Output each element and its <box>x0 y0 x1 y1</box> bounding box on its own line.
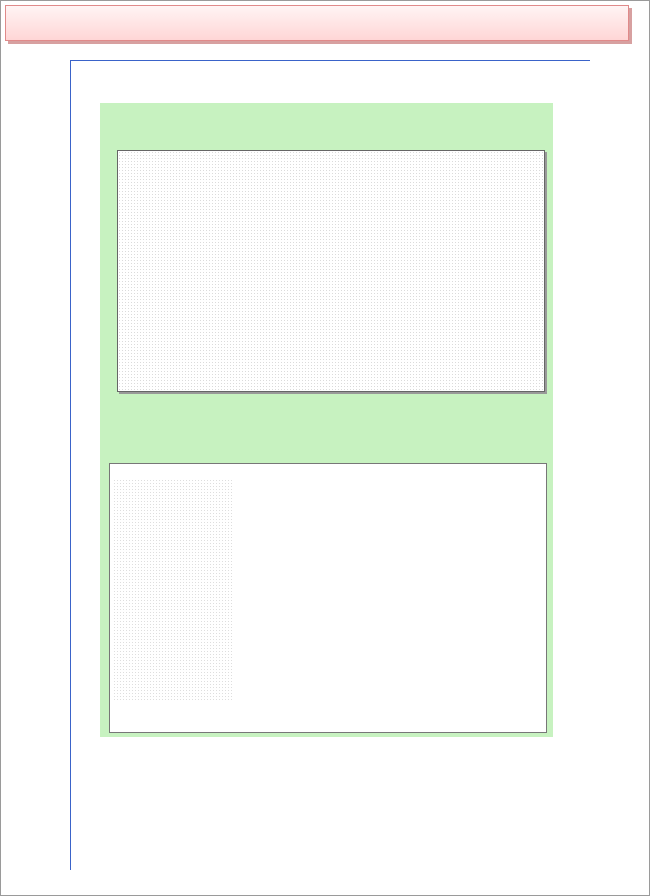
page-border-top <box>70 60 590 61</box>
pie-chart-area <box>117 150 545 392</box>
bar-legend <box>164 448 504 458</box>
bar-chart-svg <box>110 464 546 732</box>
header-banner <box>5 5 629 41</box>
page-border-left <box>70 60 71 870</box>
bar-chart-area <box>109 463 547 733</box>
pie-legend <box>164 130 504 140</box>
pie-chart-svg <box>118 151 544 391</box>
